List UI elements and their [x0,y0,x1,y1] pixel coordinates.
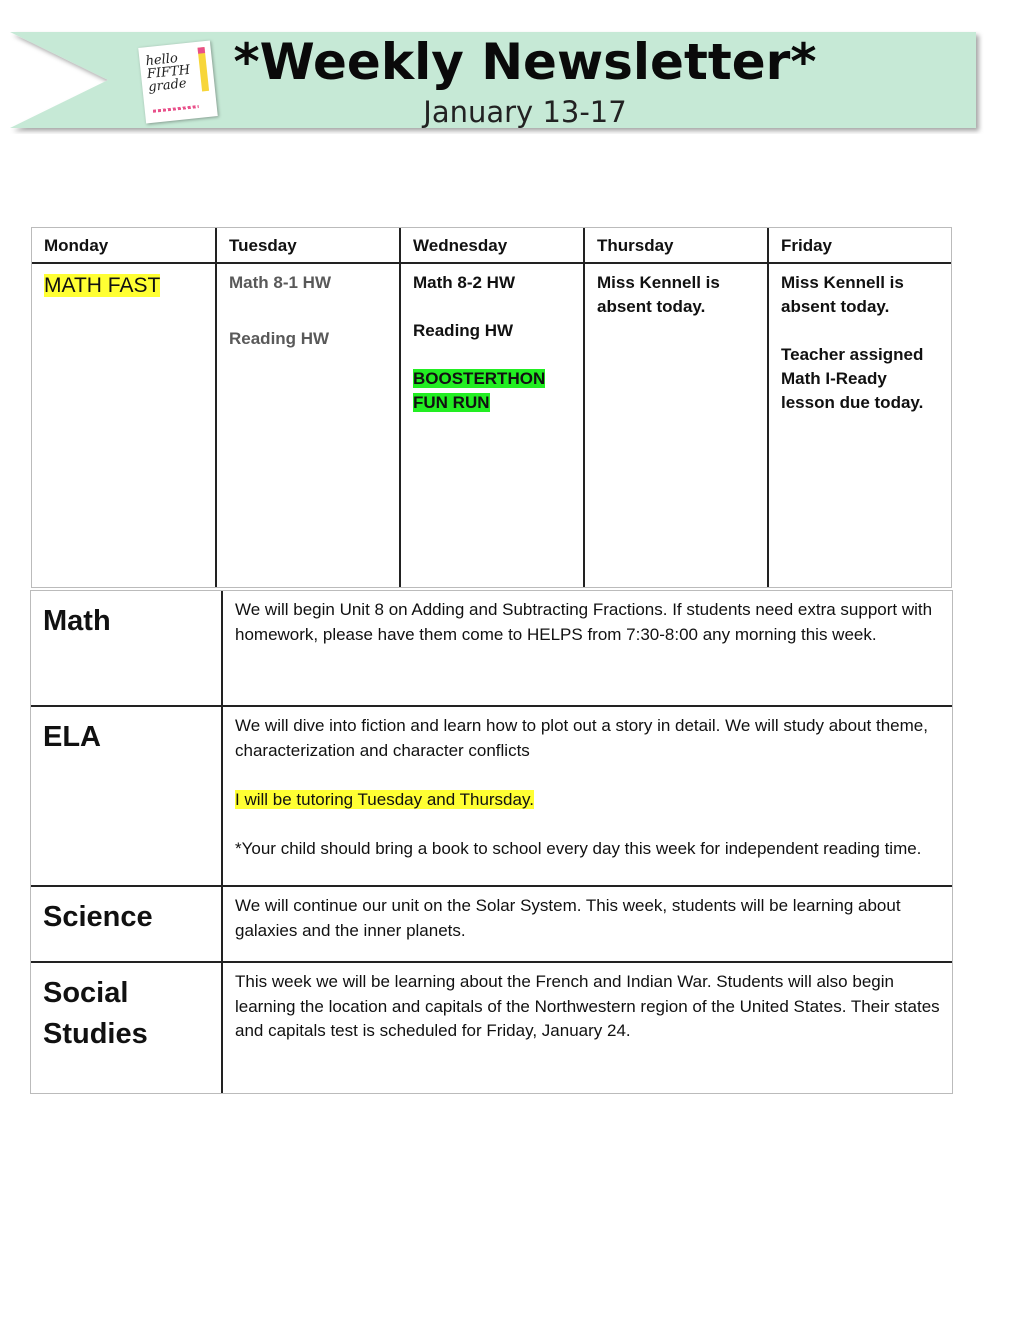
day-header: Friday [769,228,951,264]
day-item: Miss Kennell is absent today. [781,273,904,316]
day-column-wednesday [399,228,585,587]
logo-dots-decoration [153,105,199,113]
day-column-friday [767,228,951,587]
subject-paragraph: *Your child should bring a book to school every day this week for independent reading time. [235,838,922,858]
date-range: January 13-17 [423,95,627,129]
subject-row-math [31,591,952,705]
day-column-thursday [583,228,769,587]
day-item-highlight [413,367,553,415]
day-body [769,264,951,415]
day-item: MATH FAST [44,274,161,297]
day-body [585,264,769,319]
day-body [401,264,585,415]
day-item: Reading HW [413,321,514,340]
tutoring-note: I will be tutoring Tuesday and Thursday. [235,789,534,809]
day-item: Reading HW [229,329,330,348]
subject-text [235,598,940,647]
subject-notes-table [30,590,953,1094]
subject-label: Science [31,887,223,961]
subject-row-social-studies [31,961,952,1093]
day-body [32,264,217,301]
day-column-monday [32,228,217,587]
subject-text [235,894,940,943]
subject-paragraph-highlight [235,788,940,813]
subject-paragraph: We will begin Unit 8 on Adding and Subtracting Fractions. If students need extra support with homework, please have them come to HELPS from 7:30-8:00 any morning this week. [235,600,933,644]
subject-label: ELA [31,707,223,885]
day-header: Tuesday [217,228,401,264]
subject-paragraph: We will dive into fiction and learn how to plot out a story in detail. We will study about theme, characterization and character conflicts [235,716,928,760]
logo-text: hello FIFTH grade [144,50,191,96]
day-body [217,264,401,351]
subject-text [235,970,940,1044]
page-title: *Weekly Newsletter* [233,33,817,91]
day-header: Wednesday [401,228,585,264]
subject-row-science [31,885,952,961]
day-column-tuesday [215,228,401,587]
day-header: Thursday [585,228,769,264]
subject-text [235,714,940,861]
subject-row-ela [31,705,952,885]
day-item: Teacher assigned Math I-Ready lesson due today. [781,345,924,412]
day-item: BOOSTERTHON FUN RUN [413,369,546,412]
day-item: Math 8-2 HW [413,273,515,292]
subject-paragraph: This week we will be learning about the French and Indian War. Students will also begin learning the location and capitals of the Northwestern region of the United States. Their states and capitals test is scheduled for Friday, January 24. [235,972,940,1040]
day-item: Miss Kennell is absent today. [597,273,720,316]
weekly-schedule-table [31,227,952,588]
day-header: Monday [32,228,217,264]
subject-paragraph: We will continue our unit on the Solar System. This week, students will be learning about galaxies and the inner planets. [235,896,901,940]
subject-label: Social Studies [31,963,223,1093]
subject-label: Math [31,591,223,705]
day-item: Math 8-1 HW [229,273,331,292]
